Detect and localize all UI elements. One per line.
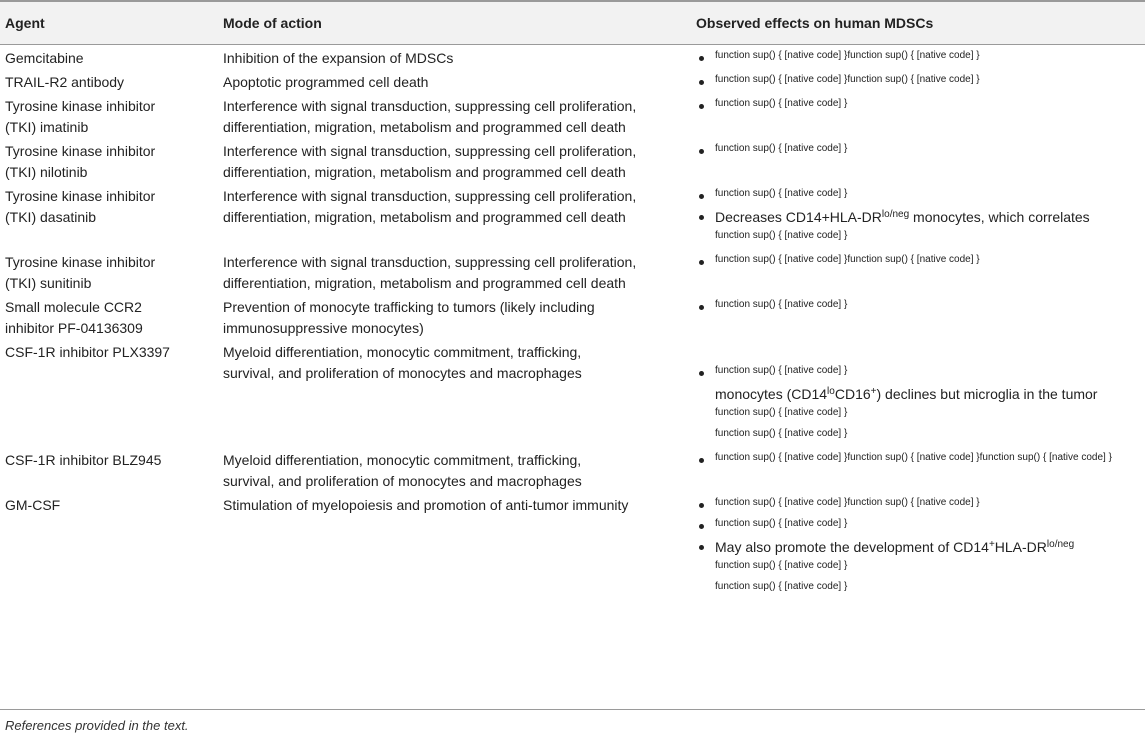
agent-cell-line: Gemcitabine	[5, 50, 84, 66]
effects-list	[696, 72, 1141, 93]
mode-of-action-cell	[220, 297, 686, 339]
superscript-text: function sup() { [native code] }	[715, 299, 848, 310]
mode-of-action-cell-line: Interference with signal transduction, suppressing cell proliferation,	[223, 98, 637, 114]
table-footnote: References provided in the text.	[5, 718, 189, 733]
mode-of-action-cell-line: Myeloid differentiation, monocytic commitment, trafficking,	[223, 344, 582, 360]
mode-of-action-cell	[220, 186, 686, 249]
mode-of-action-cell	[220, 96, 686, 138]
agent-cell	[0, 72, 220, 93]
agent-cell-line: CSF-1R inhibitor BLZ945	[5, 452, 162, 468]
effect-line	[715, 537, 1141, 558]
superscript-text: function sup() { [native code] }	[715, 98, 848, 109]
mode-of-action-cell-line: Inhibition of the expansion of MDSCs	[223, 50, 454, 66]
superscript-text: function sup() { [native code] }	[715, 452, 848, 463]
text-segment: HLA-DR	[994, 539, 1047, 555]
effect-line	[715, 363, 1141, 384]
observed-effects-cell	[686, 141, 1145, 183]
mode-of-action-cell-line: Interference with signal transduction, suppressing cell proliferation,	[223, 188, 637, 204]
table-row	[0, 339, 1145, 447]
agent-cell-line: inhibitor PF-04136309	[5, 320, 143, 336]
agent-cell-line: (TKI) nilotinib	[5, 164, 88, 180]
agent-cell-line: (TKI) imatinib	[5, 119, 89, 135]
mode-of-action-cell-line: Interference with signal transduction, suppressing cell proliferation,	[223, 143, 637, 159]
superscript-text: function sup() { [native code] }	[715, 50, 848, 61]
text-segment: ) declines but microglia in the tumor	[876, 386, 1098, 402]
superscript-text: function sup() { [native code] }	[715, 497, 848, 508]
effects-list	[696, 96, 1141, 117]
superscript-text: function sup() { [native code] }	[847, 497, 980, 508]
superscript-text: function sup() { [native code] }	[715, 143, 848, 154]
agent-cell-line: (TKI) sunitinib	[5, 275, 92, 291]
agent-cell	[0, 186, 220, 249]
effect-line	[715, 141, 1141, 162]
agent-cell	[0, 96, 220, 138]
effects-list	[696, 141, 1141, 162]
superscript-text: function sup() { [native code] }	[847, 452, 980, 463]
effects-list	[696, 450, 1141, 471]
mode-of-action-cell-line: Prevention of monocyte trafficking to tumors (likely including	[223, 299, 595, 315]
mode-of-action-cell-line: Interference with signal transduction, suppressing cell proliferation,	[223, 254, 637, 270]
effect-line	[715, 252, 1141, 273]
superscript-text: function sup() { [native code] }	[715, 230, 848, 241]
effect-line	[715, 48, 1141, 69]
mode-of-action-cell	[220, 342, 686, 447]
table-row	[0, 492, 1145, 600]
mode-of-action-cell	[220, 48, 686, 69]
superscript-text: +	[988, 539, 995, 550]
mode-of-action-cell-line: immunosuppressive monocytes)	[223, 320, 424, 336]
mode-of-action-cell-line: differentiation, migration, metabolism and programmed cell death	[223, 209, 626, 225]
superscript-text: function sup() { [native code] }	[847, 74, 980, 85]
mode-of-action-cell	[220, 450, 686, 492]
observed-effects-cell	[686, 342, 1145, 447]
observed-effects-cell	[686, 252, 1145, 294]
superscript-text: function sup() { [native code] }	[847, 50, 980, 61]
effect-line	[715, 297, 1141, 318]
mode-of-action-cell-line: survival, and proliferation of monocytes and macrophages	[223, 473, 582, 489]
table-header-row	[0, 0, 1145, 45]
effect-bullet-item	[696, 48, 1141, 69]
table-row	[0, 138, 1145, 183]
effect-line	[715, 228, 1141, 249]
effect-bullet-item	[696, 141, 1141, 162]
effects-list	[696, 48, 1141, 69]
effects-list	[696, 252, 1141, 273]
superscript-text: lo	[827, 386, 835, 397]
effect-line	[715, 96, 1141, 117]
effect-bullet-item	[696, 186, 1141, 207]
observed-effects-cell	[686, 96, 1145, 138]
effects-list	[696, 495, 1141, 600]
mode-of-action-cell-line: Stimulation of myelopoiesis and promotion of anti-tumor immunity	[223, 497, 629, 513]
header-mode-of-action: Mode of action	[223, 14, 322, 31]
effect-line	[715, 516, 1141, 537]
agent-cell	[0, 342, 220, 447]
agent-cell-line: Small molecule CCR2	[5, 299, 142, 315]
effect-line	[715, 207, 1141, 228]
mode-of-action-cell-line: differentiation, migration, metabolism and programmed cell death	[223, 119, 626, 135]
effect-line	[715, 450, 1141, 471]
effect-bullet-item	[696, 450, 1141, 471]
superscript-text: function sup() { [native code] }	[847, 254, 980, 265]
observed-effects-cell	[686, 72, 1145, 93]
observed-effects-cell	[686, 48, 1145, 69]
text-segment: May also promote the development of CD14	[715, 539, 989, 555]
text-segment: CD16	[834, 386, 871, 402]
superscript-text: function sup() { [native code] }	[715, 254, 848, 265]
agent-cell-line: CSF-1R inhibitor PLX3397	[5, 344, 170, 360]
effect-bullet-item	[696, 252, 1141, 273]
effect-line	[715, 495, 1141, 516]
text-segment: monocytes (CD14	[715, 386, 828, 402]
effect-bullet-item	[696, 297, 1141, 318]
superscript-text: function sup() { [native code] }	[715, 74, 848, 85]
superscript-text: lo/neg	[881, 209, 910, 220]
table-row	[0, 294, 1145, 339]
observed-effects-cell	[686, 450, 1145, 492]
effect-line	[715, 72, 1141, 93]
effect-line	[715, 384, 1141, 405]
effect-line	[715, 405, 1141, 426]
agent-cell-line: GM-CSF	[5, 497, 61, 513]
mode-of-action-cell-line: differentiation, migration, metabolism and programmed cell death	[223, 275, 626, 291]
agent-cell-line: TRAIL-R2 antibody	[5, 74, 125, 90]
effect-bullet-item	[696, 495, 1141, 516]
effects-list	[696, 186, 1141, 249]
table-row	[0, 249, 1145, 294]
agent-cell	[0, 48, 220, 69]
table-row	[0, 69, 1145, 93]
agent-cell	[0, 450, 220, 492]
table-bottom-rule	[0, 709, 1145, 710]
mode-of-action-cell-line: survival, and proliferation of monocytes and macrophages	[223, 365, 582, 381]
text-segment: Decreases CD14+HLA-DR	[715, 209, 882, 225]
agent-cell-line: (TKI) dasatinib	[5, 209, 97, 225]
mode-of-action-cell-line: Apoptotic programmed cell death	[223, 74, 429, 90]
observed-effects-cell	[686, 186, 1145, 249]
mode-of-action-cell	[220, 252, 686, 294]
superscript-text: function sup() { [native code] }	[715, 428, 848, 439]
superscript-text: function sup() { [native code] }	[715, 407, 848, 418]
table-row	[0, 183, 1145, 249]
agent-cell	[0, 141, 220, 183]
superscript-text: function sup() { [native code] }	[715, 188, 848, 199]
table-body	[0, 45, 1145, 600]
agent-cell	[0, 252, 220, 294]
mode-of-action-cell-line: Myeloid differentiation, monocytic commitment, trafficking,	[223, 452, 582, 468]
effect-line	[715, 579, 1141, 600]
table-row	[0, 447, 1145, 492]
agent-cell	[0, 495, 220, 600]
effect-line	[715, 186, 1141, 207]
superscript-text: function sup() { [native code] }	[715, 518, 848, 529]
table-row	[0, 45, 1145, 69]
effects-list	[696, 297, 1141, 318]
superscript-text: lo/neg	[1046, 539, 1075, 550]
effect-line	[715, 426, 1141, 447]
agent-cell-line: Tyrosine kinase inhibitor	[5, 143, 156, 159]
agent-cell-line: Tyrosine kinase inhibitor	[5, 254, 156, 270]
superscript-text: function sup() { [native code] }	[979, 452, 1112, 463]
header-agent: Agent	[5, 14, 45, 31]
mode-of-action-cell	[220, 72, 686, 93]
superscript-text: function sup() { [native code] }	[715, 365, 848, 376]
observed-effects-cell	[686, 297, 1145, 339]
effect-bullet-item	[696, 537, 1141, 600]
effect-bullet-item	[696, 363, 1141, 447]
effect-bullet-item	[696, 516, 1141, 537]
effect-bullet-item	[696, 207, 1141, 249]
mode-of-action-cell	[220, 141, 686, 183]
effect-bullet-item	[696, 72, 1141, 93]
mode-of-action-cell-line: differentiation, migration, metabolism and programmed cell death	[223, 164, 626, 180]
observed-effects-cell	[686, 495, 1145, 600]
superscript-text: function sup() { [native code] }	[715, 560, 848, 571]
superscript-text: function sup() { [native code] }	[715, 581, 848, 592]
table-row	[0, 93, 1145, 138]
header-observed-effects: Observed effects on human MDSCs	[696, 14, 934, 31]
mode-of-action-cell	[220, 495, 686, 600]
agent-cell-line: Tyrosine kinase inhibitor	[5, 98, 156, 114]
effect-bullet-item	[696, 96, 1141, 117]
agent-cell	[0, 297, 220, 339]
superscript-text: +	[870, 386, 877, 397]
text-segment: monocytes, which correlates	[909, 209, 1090, 225]
effect-line	[715, 558, 1141, 579]
effects-list	[696, 363, 1141, 447]
agent-cell-line: Tyrosine kinase inhibitor	[5, 188, 156, 204]
